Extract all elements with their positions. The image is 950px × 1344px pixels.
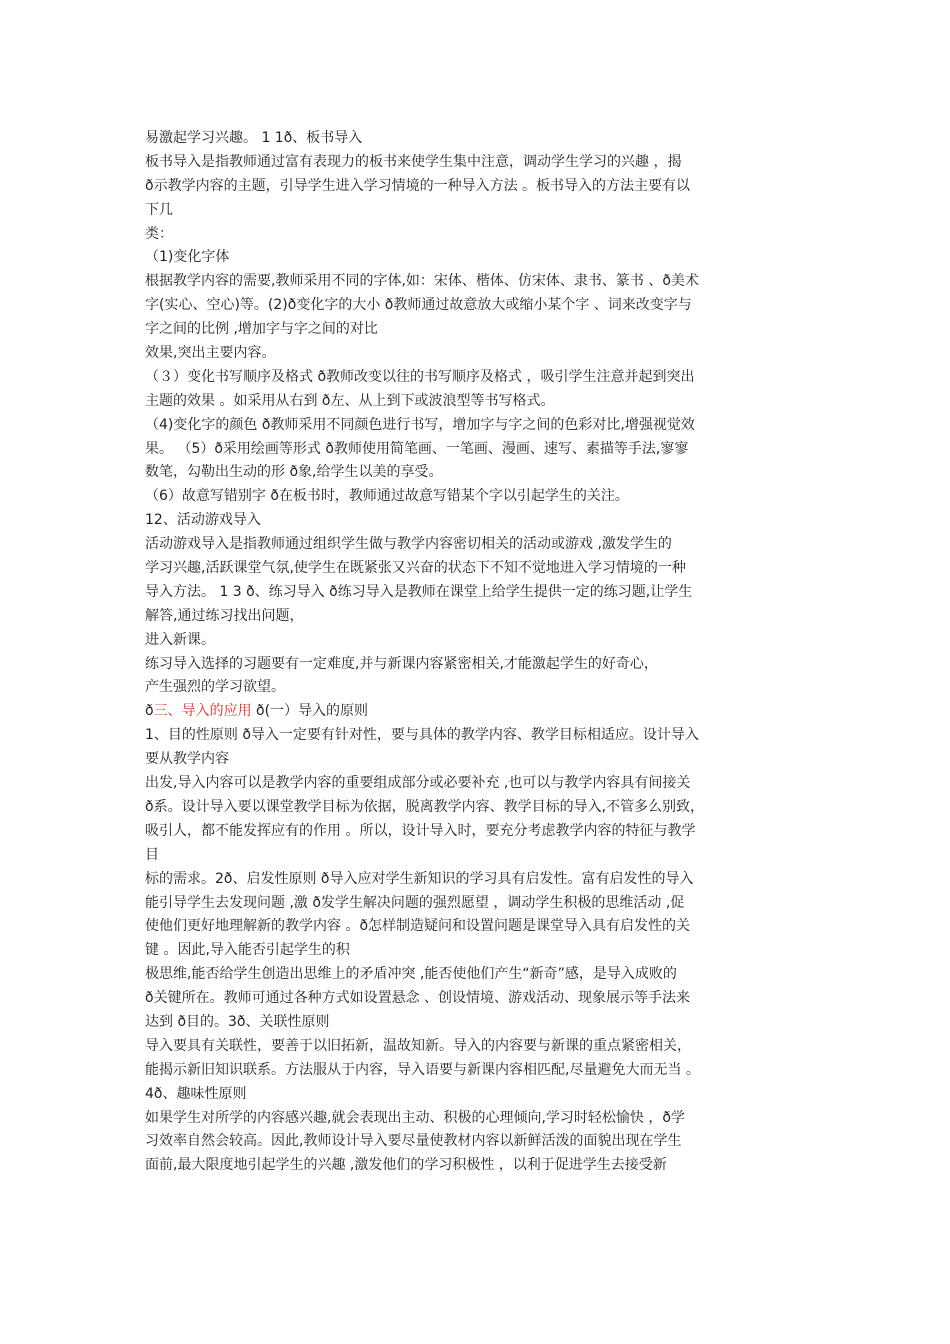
text-line: 极思维,能否给学生创造出思维上的矛盾冲突 ,能否使他们产生“新奇”感，是导入成败的 xyxy=(145,966,677,983)
text-line: 易激起学习兴趣。 1 1ð、板书导入 xyxy=(145,130,363,146)
text-line: 1、目的性原则 ð导入一定要有针对性，要与具体的教学内容、教学目标相适应。设计导入 xyxy=(145,727,699,744)
text-line: 如果学生对所学的内容感兴趣,就会表现出主动、积极的心理倾向,学习时轻松愉快 ，ð学 xyxy=(145,1109,685,1126)
text-line: （1)变化字体 xyxy=(145,249,230,266)
text-line: 类： xyxy=(145,225,173,242)
text-line: 12、活动游戏导入 xyxy=(145,512,261,529)
text-line: 字(实心、空心)等。(2)ð变化字的大小 ð教师通过故意放大或缩小某个字 、词来改变字与 xyxy=(145,297,692,314)
text-line: 果。 （5）ð采用绘画等形式 ð教师使用简笔画、一笔画、漫画、速写、素描等手法,寥寥 xyxy=(145,440,689,457)
text-line: 习效率自然会较高。因此,教师设计导入要尽量使教材内容以新鲜活泼的面貌出现在学生 xyxy=(145,1133,682,1150)
text-line: 进入新课。 xyxy=(145,631,215,648)
text-line: （３）变化书写顺序及格式 ð教师改变以往的书写顺序及格式 ，吸引学生注意并起到突出 xyxy=(145,368,695,385)
text-line: ð关键所在。教师可通过各种方式如设置悬念 、创设情境、游戏活动、现象展示等手法来 xyxy=(145,990,691,1007)
text-line: 达到 ð目的。3ð、关联性原则 xyxy=(145,1013,330,1030)
text-line: 导入要具有关联性，要善于以旧拓新，温故知新。导入的内容要与新课的重点紧密相关， xyxy=(145,1037,691,1054)
text-line: 键 。因此,导入能否引起学生的积 xyxy=(145,942,350,959)
text-line: 下几 xyxy=(145,201,173,218)
text-line: 面前,最大限度地引起学生的兴趣 ,激发他们的学习积极性 ，以利于促进学生去接受新 xyxy=(145,1157,667,1174)
text-line: 出发,导入内容可以是教学内容的重要组成部分或必要补充 ,也可以与教学内容具有间接关 xyxy=(145,775,691,792)
text-line: 目 xyxy=(145,846,159,863)
text-line: （4)变化字的颜色 ð教师采用不同颜色进行书写，增加字与字之间的色彩对比,增强视觉效 xyxy=(145,416,695,433)
text-line: 学习兴趣,活跃课堂气氛,使学生在既紧张又兴奋的状态下不知不觉地进入学习情境的一种 xyxy=(145,560,686,577)
text-line: 产生强烈的学习欲望。 xyxy=(145,679,285,696)
text-line: 数笔，勾勒出生动的形 ð象,给学生以美的享受。 xyxy=(145,464,443,481)
text-line: 4ð、趣味性原则 xyxy=(145,1085,247,1102)
text-line: 要从教学内容 xyxy=(145,751,229,768)
text-line: 解答,通过练习找出问题， xyxy=(145,607,304,624)
text-line: ð系。设计导入要以课堂教学目标为依据，脱离教学内容、教学目标的导入,不管多么别致， xyxy=(145,798,705,815)
text-line: 主题的效果 。如采用从右到 ð左、从上到下或波浪型等书写格式。 xyxy=(145,392,555,409)
text-line: 板书导入是指教师通过富有表现力的板书来使学生集中注意，调动学生学习的兴趣 ，揭 xyxy=(145,153,682,170)
section-heading: 三、导入的应用 xyxy=(153,703,252,720)
line-suffix: ð(一）导入的原则 xyxy=(251,703,369,720)
text-line: ð示教学内容的主题，引导学生进入学习情境的一种导入方法 。板书导入的方法主要有以 xyxy=(145,177,691,194)
text-line: 标的需求。2ð、启发性原则 ð导入应对学生新知识的学习具有启发性。富有启发性的导入 xyxy=(145,870,694,887)
text-line: 吸引人，都不能发挥应有的作用 。所以，设计导入时，要充分考虑教学内容的特征与教学 xyxy=(145,822,696,839)
text-line: 能引导学生去发现问题 ,激 ð发学生解决问题的强烈愿望 ，调动学生积极的思维活动 ,促 xyxy=(145,894,685,911)
text-line: （6）故意写错别字 ð在板书时，教师通过故意写错某个字以引起学生的关注。 xyxy=(145,488,629,505)
text-line: 能揭示新旧知识联系。方法服从于内容，导入语要与新课内容相匹配,尽量避免大而无当 。 xyxy=(145,1061,700,1078)
text-line: 根据教学内容的需要,教师采用不同的字体,如：宋体、楷体、仿宋体、隶书、篆书 、ð美术 xyxy=(145,273,699,290)
text-line: 练习导入选择的习题要有一定难度,并与新课内容紧密相关,才能激起学生的好奇心， xyxy=(145,655,658,672)
text-line: 字之间的比例 ,增加字与字之间的对比 xyxy=(145,321,378,338)
text-line xyxy=(145,700,815,724)
text-line: 使他们更好地理解新的教学内容 。ð怎样制造疑问和设置问题是课堂导入具有启发性的关 xyxy=(145,918,691,935)
document-body xyxy=(145,127,815,1178)
text-line: 活动游戏导入是指教师通过组织学生做与教学内容密切相关的活动或游戏 ,激发学生的 xyxy=(145,536,672,553)
line-prefix: ð xyxy=(145,703,154,720)
text-line: 效果,突出主要内容。 xyxy=(145,345,276,362)
text-line: 导入方法。 1 3 ð、练习导入 ð练习导入是教师在课堂上给学生提供一定的练习题,让学生 xyxy=(145,583,693,600)
